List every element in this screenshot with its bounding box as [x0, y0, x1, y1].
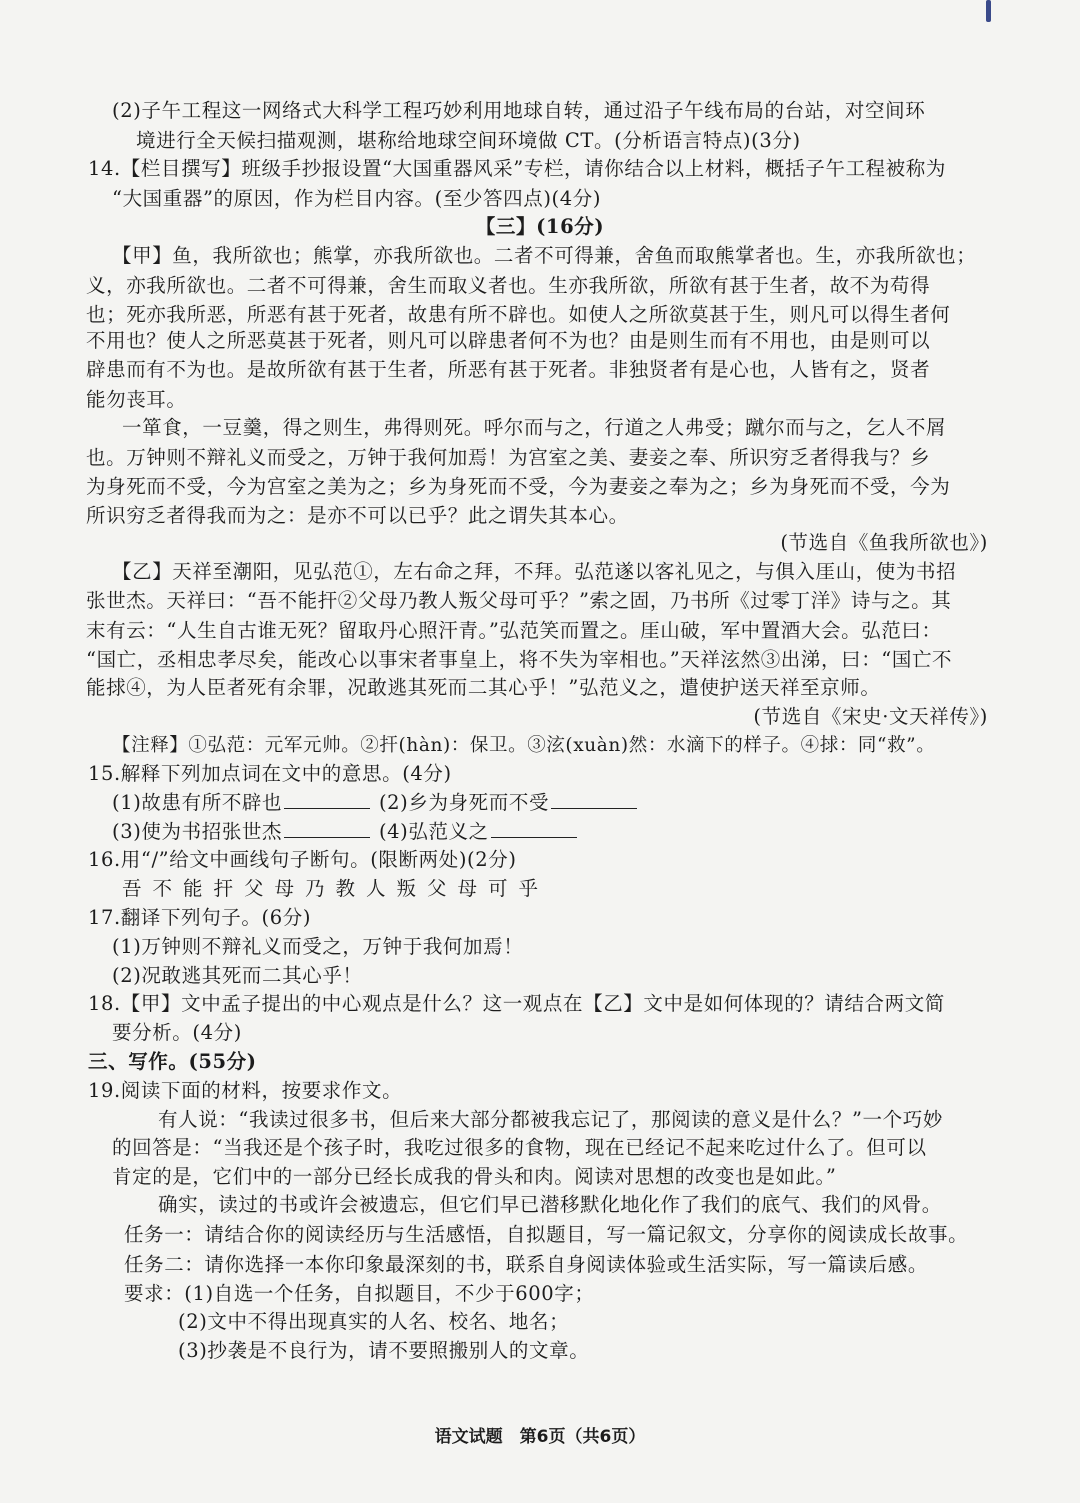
q17-title: 17.翻译下列句子。(6分): [88, 906, 312, 929]
writing-task2: 任务二：请你选择一本你印象最深刻的书，联系自身阅读体验或生活实际，写一篇读后感。: [124, 1253, 929, 1276]
q17-item: (2)况敢逃其死而二其心乎！: [112, 964, 363, 987]
q15-title: 15.解释下列加点词在文中的意思。(4分): [88, 762, 452, 785]
q15-item: (3)使为书招张世杰: [112, 820, 283, 843]
yi-source: (节选自《宋史·文天祥传》): [753, 705, 988, 728]
q19-title: 19.阅读下面的材料，按要求作文。: [88, 1079, 403, 1102]
jia-p1-line: 不用也？使人之所恶莫甚于死者，则凡可以辟患者何不为也？由是则生而有不用也，由是则可以: [86, 329, 931, 352]
page-footer: 语文试题 第6页（共6页）: [434, 1427, 646, 1447]
q14-line1: 14.【栏目撰写】班级手抄报设置“大国重器风采”专栏，请你结合以上材料，概括子午工程被称为: [88, 157, 946, 180]
q14-line2: “大国重器”的原因，作为栏目内容。(至少答四点)(4分): [112, 187, 602, 210]
yi-line: 能捄④，为人臣者死有余罪，况敢逃其死而二其心乎！”弘范义之，遣使护送天祥至京师。: [86, 676, 881, 699]
jia-p2-line: 也。万钟则不辩礼义而受之，万钟于我何加焉！为宫室之美、妻妾之奉、所识穷乏者得我与？乡: [86, 446, 931, 469]
q15-item: (1)故患有所不辟也: [112, 791, 283, 814]
jia-p1-line: 义，亦我所欲也。二者不可得兼，舍生而取义者也。生亦我所欲，所欲有甚于生者，故不为苟得: [86, 274, 931, 297]
q18-line2: 要分析。(4分): [112, 1021, 242, 1044]
writing-material2: 确实，读过的书或许会被遗忘，但它们早已潜移默化地化作了我们的底气、我们的风骨。: [158, 1193, 942, 1216]
jia-p1-line: 辟患而有不为也。是故所欲有甚于生者，所恶有甚于死者。非独贤者有是心也，人皆有之，贤者: [86, 358, 931, 381]
yi-line: “国亡，丞相忠孝尽矣，能改心以事宋者事皇上，将不失为宰相也。”天祥泫然③出涕，曰：“国亡不: [86, 648, 953, 671]
answer-blank[interactable]: [284, 819, 370, 838]
q18-line1: 18.【甲】文中孟子提出的中心观点是什么？这一观点在【乙】文中是如何体现的？请结合两文简: [88, 992, 945, 1015]
section3-title: 【三】(16分): [475, 215, 605, 238]
q16-sentence: 吾不能扞父母乃教人叛父母可乎: [122, 877, 550, 900]
answer-blank[interactable]: [284, 790, 370, 809]
jia-p2-line: 所识穷乏者得我而为之：是亦不可以已乎？此之谓失其本心。: [86, 504, 629, 527]
writing-task1: 任务一：请结合你的阅读经历与生活感悟，自拟题目，写一篇记叙文，分享你的阅读成长故事。: [124, 1223, 969, 1246]
scan-mark: [986, 0, 991, 22]
answer-blank[interactable]: [551, 790, 637, 809]
yi-line: 末有云：“人生自古谁无死？留取丹心照汗青。”弘范笑而置之。厓山破，军中置酒大会。弘范曰：: [86, 619, 942, 642]
q17-item: (1)万钟则不辩礼义而受之，万钟于我何加焉！: [112, 935, 524, 958]
yi-line: 【乙】天祥至潮阳，见弘范①，左右命之拜，不拜。弘范遂以客礼见之，与俱入厓山，使为书招: [112, 560, 957, 583]
writing-req3: (3)抄袭是不良行为，请不要照搬别人的文章。: [178, 1339, 590, 1362]
jia-p1-line: 【甲】鱼，我所欲也；熊掌，亦我所欲也。二者不可得兼，舍鱼而取熊掌者也。生，亦我所欲也；: [112, 244, 977, 267]
jia-p1-line: 能勿丧耳。: [86, 388, 187, 411]
writing-req1: 要求：(1)自选一个任务，自拟题目，不少于600字；: [124, 1282, 595, 1305]
q13-item2-line2: 境进行全天候扫描观测，堪称给地球空间环境做 CT。(分析语言特点)(3分): [136, 129, 801, 152]
jia-p2-line: 一箪食，一豆羹，得之则生，弗得则死。呼尔而与之，行道之人弗受；蹴尔而与之，乞人不屑: [122, 416, 947, 439]
answer-blank[interactable]: [491, 819, 577, 838]
q15-row: [112, 788, 639, 818]
jia-source: (节选自《鱼我所欲也》): [780, 531, 988, 554]
q15-item: (4)弘范义之: [378, 820, 489, 843]
jia-p2-line: 为身死而不受，今为宫室之美为之；乡为身死而不受，今为妻妾之奉为之；乡为身死而不受，今为: [86, 475, 951, 498]
writing-title: 三、写作。(55分): [88, 1050, 257, 1073]
writing-material: 的回答是：“当我还是个孩子时，我吃过很多的食物，现在已经记不起来吃过什么了。但可以: [112, 1136, 927, 1159]
writing-material: 肯定的是，它们中的一部分已经长成我的骨头和肉。阅读对思想的改变也是如此。”: [112, 1165, 837, 1188]
yi-notes: 【注释】①弘范：元军元帅。②扞(hàn)：保卫。③泫(xuàn)然：水滴下的样子。④捄：同“救”。: [112, 735, 936, 756]
writing-material: 有人说：“我读过很多书，但后来大部分都被我忘记了，那阅读的意义是什么？”一个巧妙: [158, 1108, 943, 1131]
q15-row: [112, 817, 579, 847]
jia-p1-line: 也；死亦我所恶，所恶有甚于死者，故患有所不辟也。如使人之所欲莫甚于生，则凡可以得生者何: [86, 303, 951, 326]
q15-item: (2)乡为身死而不受: [378, 791, 550, 814]
q16-title: 16.用“/”给文中画线句子断句。(限断两处)(2分): [88, 848, 517, 871]
yi-line: 张世杰。天祥曰：“吾不能扞②父母乃教人叛父母可乎？”索之固，乃书所《过零丁洋》诗与之。其: [86, 589, 952, 612]
q13-item2-line1: (2)子午工程这一网络式大科学工程巧妙利用地球自转，通过沿子午线布局的台站，对空间环: [112, 99, 926, 122]
writing-req2: (2)文中不得出现真实的人名、校名、地名；: [178, 1310, 570, 1333]
